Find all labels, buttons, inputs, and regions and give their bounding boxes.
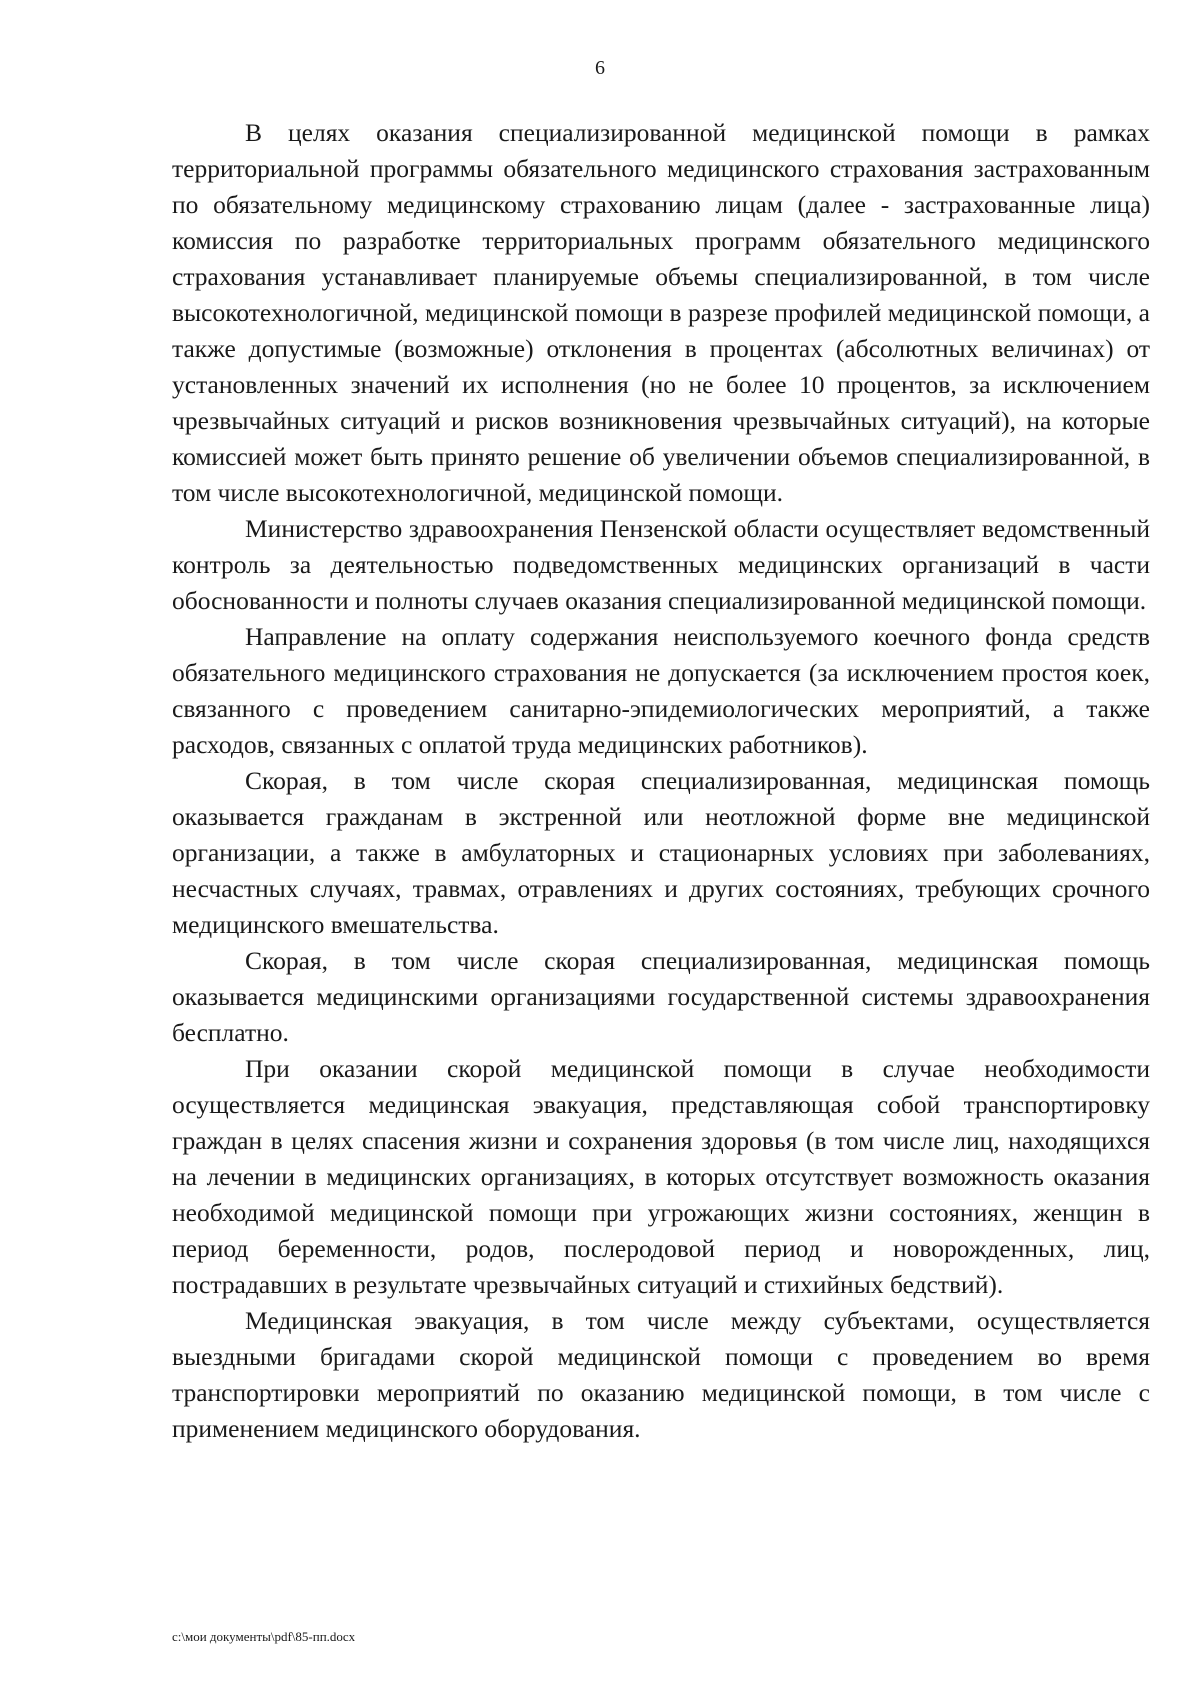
paragraph-emergency-care-free: Скорая, в том числе скорая специализированная, медицинская помощь оказывается медицинскими организациями государственной системы здравоохранения бесплатно. <box>172 946 1150 1047</box>
page-number: 6 <box>595 57 605 79</box>
paragraph-emergency-care-provision: Скорая, в том числе скорая специализированная, медицинская помощь оказывается гражданам в экстренной или неотложной форме вне медицинской организации, а также в амбулаторных и стационарных условиях при заболеваниях, несчастных случаях, травмах, отравлениях и других состояниях, требующих срочного медицинского вмешательства. <box>172 766 1150 939</box>
paragraph-specialized-care-volumes: В целях оказания специализированной медицинской помощи в рамках территориальной программы обязательного медицинского страхования застрахованным по обязательному медицинскому страхованию лицам (далее - застрахованные лица) комиссия по разработке территориальных программ обязательного медицинского страхования устанавливает планируемые объемы специализированной, в том числе высокотехнологичной, медицинской помощи в разрезе профилей медицинской помощи, а также допустимые (возможные) отклонения в процентах (абсолютных величинах) от установленных значений их исполнения (но не более 10 процентов, за исключением чрезвычайных ситуаций и рисков возникновения чрезвычайных ситуаций), на которые комиссией может быть принято решение об увеличении объемов специализированной, в том числе высокотехнологичной, медицинской помощи. <box>172 118 1150 507</box>
body-text <box>172 115 1150 1447</box>
footer-file-path: c:\мои документы\pdf\85-пп.docx <box>172 1629 356 1644</box>
paragraph-bed-fund-payment: Направление на оплату содержания неиспользуемого коечного фонда средств обязательного медицинского страхования не допускается (за исключением простоя коек, связанного с проведением санитарно-эпидемиологических мероприятий, а также расходов, связанных с оплатой труда медицинских работников). <box>172 622 1150 759</box>
paragraph-medical-evacuation: При оказании скорой медицинской помощи в случае необходимости осуществляется медицинская эвакуация, представляющая собой транспортировку граждан в целях спасения жизни и сохранения здоровья (в том числе лиц, находящихся на лечении в медицинских организациях, в которых отсутствует возможность оказания необходимой медицинской помощи при угрожающих жизни состояниях, женщин в период беременности, родов, послеродовой период и новорожденных, лиц, пострадавших в результате чрезвычайных ситуаций и стихийных бедствий). <box>172 1054 1150 1299</box>
paragraph-ministry-control: Министерство здравоохранения Пензенской области осуществляет ведомственный контроль за деятельностью подведомственных медицинских организаций в части обоснованности и полноты случаев оказания специализированной медицинской помощи. <box>172 514 1150 615</box>
paragraph-evacuation-teams: Медицинская эвакуация, в том числе между субъектами, осуществляется выездными бригадами скорой медицинской помощи с проведением во время транспортировки мероприятий по оказанию медицинской помощи, в том числе с применением медицинского оборудования. <box>172 1306 1150 1443</box>
